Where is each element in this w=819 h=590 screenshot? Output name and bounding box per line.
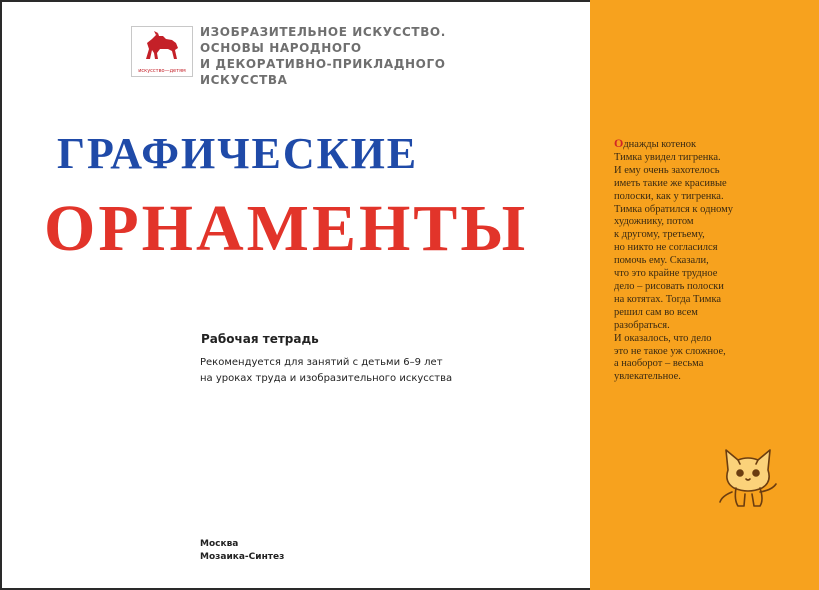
series-title bbox=[200, 24, 500, 88]
border-left bbox=[0, 0, 2, 590]
publisher-name: Мозаика-Синтез bbox=[200, 552, 285, 562]
publisher-city: Москва bbox=[200, 539, 239, 549]
story-line: что это крайне трудное bbox=[614, 268, 718, 280]
main-title-line1: ГРАФИЧЕСКИЕ bbox=[57, 129, 419, 178]
publisher-logo bbox=[131, 26, 193, 77]
story-line: дело – рисовать полоски bbox=[614, 280, 724, 292]
story-line: к другому, третьему, bbox=[614, 229, 705, 241]
story-line: Тимка обратился к одному bbox=[614, 203, 734, 215]
recommendation-line: на уроках труда и изобразительного искусства bbox=[200, 373, 453, 384]
horse-logo-icon bbox=[132, 27, 192, 67]
story-line: И оказалось, что дело bbox=[614, 332, 712, 344]
story-line: на котятах. Тогда Тимка bbox=[614, 293, 722, 305]
series-line: ИСКУССТВА bbox=[200, 73, 288, 87]
story-line-text: днажды котенок bbox=[623, 139, 697, 150]
story-line: решил сам во всем bbox=[614, 306, 698, 318]
publisher-info bbox=[200, 538, 284, 564]
recommendation-line: Рекомендуется для занятий с детьми 6–9 лет bbox=[200, 357, 443, 368]
recommendation-text bbox=[200, 355, 500, 387]
kitten-icon bbox=[714, 440, 786, 515]
story-drop-cap: О bbox=[614, 136, 624, 150]
story-line: иметь такие же красивые bbox=[614, 177, 727, 189]
story-line: Тимка увидел тигренка. bbox=[614, 151, 721, 163]
story-line: художнику, потом bbox=[614, 216, 694, 228]
subtitle: Рабочая тетрадь bbox=[201, 332, 319, 346]
story-line bbox=[614, 137, 774, 152]
story-line: И ему очень захотелось bbox=[614, 164, 720, 176]
story-text bbox=[614, 137, 774, 384]
story-line: это не такое уж сложное, bbox=[614, 345, 726, 357]
main-title-line2: ОРНАМЕНТЫ bbox=[44, 192, 529, 265]
story-line: а наоборот – весьма bbox=[614, 358, 704, 370]
story-line: помочь ему. Сказали, bbox=[614, 255, 709, 267]
series-line: ОСНОВЫ НАРОДНОГО bbox=[200, 41, 362, 55]
story-line: полоски, как у тигренка. bbox=[614, 190, 724, 202]
story-line: увлекательное. bbox=[614, 371, 681, 383]
series-line: ИЗОБРАЗИТЕЛЬНОЕ ИСКУССТВО. bbox=[200, 25, 446, 39]
story-line: но никто не согласился bbox=[614, 242, 718, 254]
logo-caption: искусство—детям bbox=[138, 68, 186, 74]
series-line: И ДЕКОРАТИВНО-ПРИКЛАДНОГО bbox=[200, 57, 446, 71]
story-line: разобраться. bbox=[614, 319, 670, 331]
